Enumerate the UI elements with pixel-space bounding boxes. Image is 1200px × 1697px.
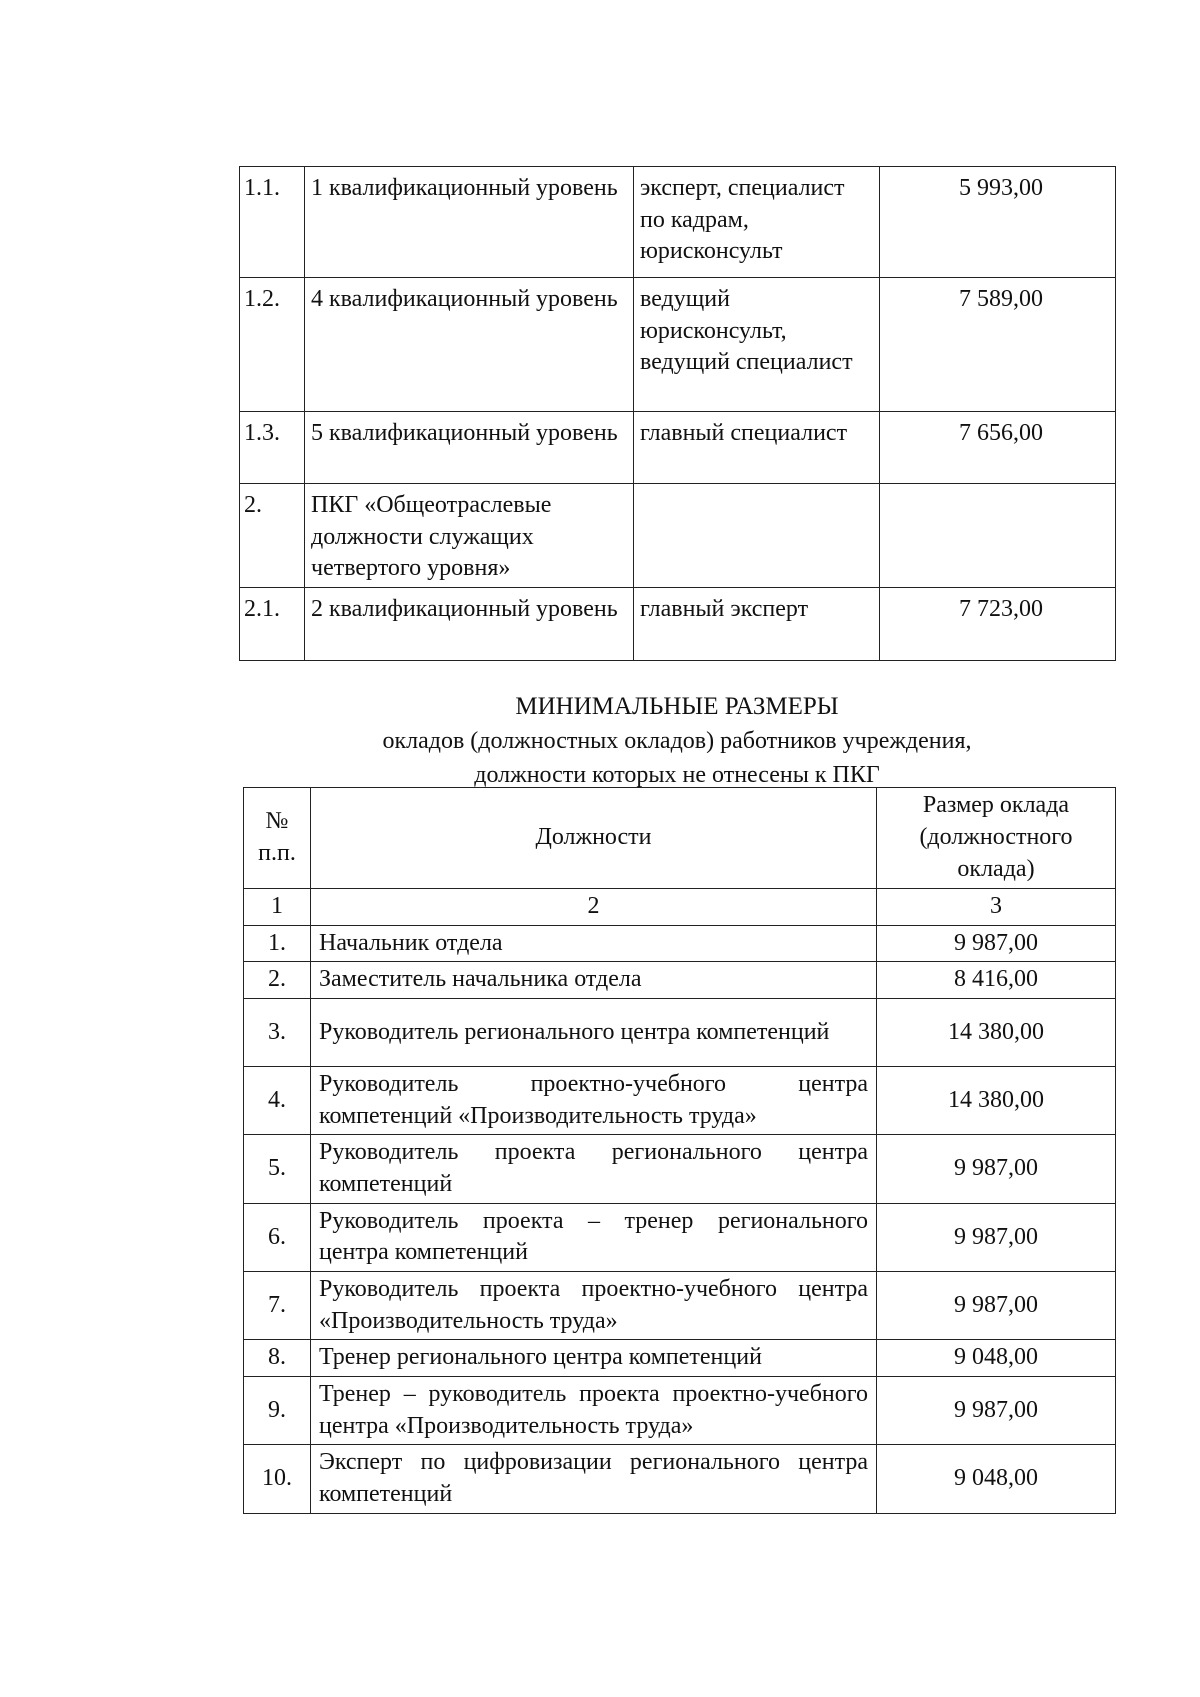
heading-subtitle: окладов (должностных окладов) работников учреждения, <box>382 728 972 754</box>
position-names: главный эксперт <box>634 588 880 661</box>
table-row <box>244 1340 1116 1377</box>
position-name: Руководитель проекта проектно-учебного центра «Производительность труда» <box>311 1272 877 1340</box>
row-number: 5. <box>244 1135 311 1203</box>
salary-value: 7 656,00 <box>880 412 1116 484</box>
position-name: Руководитель проекта регионального центра компетенций <box>311 1135 877 1203</box>
salary-value: 9 987,00 <box>877 1203 1116 1271</box>
column-number: 1 <box>244 889 311 926</box>
position-names <box>634 484 880 588</box>
table-row <box>244 1272 1116 1340</box>
row-number: 2. <box>244 962 311 999</box>
row-number: 1.2. <box>240 278 305 412</box>
row-number: 2.1. <box>240 588 305 661</box>
qualification-level: 1 квалификационный уровень <box>305 167 634 278</box>
table-row <box>244 1445 1116 1513</box>
heading-subtitle-2: должности которых не отнесены к ПКГ <box>474 762 880 788</box>
qualification-level: 4 квалификационный уровень <box>305 278 634 412</box>
salary-value: 9 048,00 <box>877 1445 1116 1513</box>
qualification-level: 2 квалификационный уровень <box>305 588 634 661</box>
table-row <box>244 1377 1116 1445</box>
table-row <box>244 1135 1116 1203</box>
salary-value: 14 380,00 <box>877 1067 1116 1135</box>
position-name: Руководитель проекта – тренер регионального центра компетенций <box>311 1203 877 1271</box>
table-row <box>240 167 1116 278</box>
salary-value: 5 993,00 <box>880 167 1116 278</box>
position-name: Эксперт по цифровизации регионального центра компетенций <box>311 1445 877 1513</box>
row-number: 6. <box>244 1203 311 1271</box>
position-name: Руководитель проектно-учебного центра компетенций «Производительность труда» <box>311 1067 877 1135</box>
table-row <box>240 278 1116 412</box>
column-number-row <box>244 889 1116 926</box>
salary-value <box>880 484 1116 588</box>
table-row <box>244 1067 1116 1135</box>
position-name: Руководитель регионального центра компетенций <box>311 999 877 1067</box>
position-name: Начальник отдела <box>311 925 877 962</box>
position-name: Тренер регионального центра компетенций <box>311 1340 877 1377</box>
non-pkg-salary-table <box>243 787 1116 1514</box>
header-positions: Должности <box>311 788 877 889</box>
table-row <box>240 588 1116 661</box>
salary-value: 9 987,00 <box>877 1135 1116 1203</box>
row-number: 4. <box>244 1067 311 1135</box>
salary-value: 8 416,00 <box>877 962 1116 999</box>
pkg-salary-table <box>239 166 1116 661</box>
section-heading <box>239 690 1115 792</box>
heading-title: МИНИМАЛЬНЫЕ РАЗМЕРЫ <box>515 693 839 720</box>
row-number: 1.1. <box>240 167 305 278</box>
qualification-level: ПКГ «Общеотраслевые должности служащих четвертого уровня» <box>305 484 634 588</box>
row-number: 10. <box>244 1445 311 1513</box>
salary-value: 9 048,00 <box>877 1340 1116 1377</box>
salary-value: 9 987,00 <box>877 1272 1116 1340</box>
header-number <box>244 788 311 889</box>
salary-value: 9 987,00 <box>877 925 1116 962</box>
table-row <box>244 962 1116 999</box>
header-number-line1: № <box>265 808 289 835</box>
table-row <box>244 925 1116 962</box>
position-name: Заместитель начальника отдела <box>311 962 877 999</box>
position-name: Тренер – руководитель проекта проектно-учебного центра «Производительность труда» <box>311 1377 877 1445</box>
row-number: 9. <box>244 1377 311 1445</box>
row-number: 1. <box>244 925 311 962</box>
row-number: 8. <box>244 1340 311 1377</box>
table-row <box>240 412 1116 484</box>
header-salary-line3: оклада) <box>957 855 1035 882</box>
column-number: 2 <box>311 889 877 926</box>
row-number: 3. <box>244 999 311 1067</box>
position-names: эксперт, специалист по кадрам, юрисконсульт <box>634 167 880 278</box>
salary-value: 14 380,00 <box>877 999 1116 1067</box>
position-names: главный специалист <box>634 412 880 484</box>
salary-value: 7 589,00 <box>880 278 1116 412</box>
salary-value: 7 723,00 <box>880 588 1116 661</box>
position-names: ведущий юрисконсульт, ведущий специалист <box>634 278 880 412</box>
salary-value: 9 987,00 <box>877 1377 1116 1445</box>
header-number-line2: п.п. <box>258 840 296 866</box>
table-row <box>244 1203 1116 1271</box>
table-row <box>240 484 1116 588</box>
table-row <box>244 999 1116 1067</box>
row-number: 1.3. <box>240 412 305 484</box>
table-header-row <box>244 788 1116 889</box>
column-number: 3 <box>877 889 1116 926</box>
qualification-level: 5 квалификационный уровень <box>305 412 634 484</box>
header-salary <box>877 788 1116 889</box>
row-number: 7. <box>244 1272 311 1340</box>
header-salary-line2: (должностного <box>919 824 1073 851</box>
row-number: 2. <box>240 484 305 588</box>
header-salary-line1: Размер оклада <box>922 792 1070 819</box>
